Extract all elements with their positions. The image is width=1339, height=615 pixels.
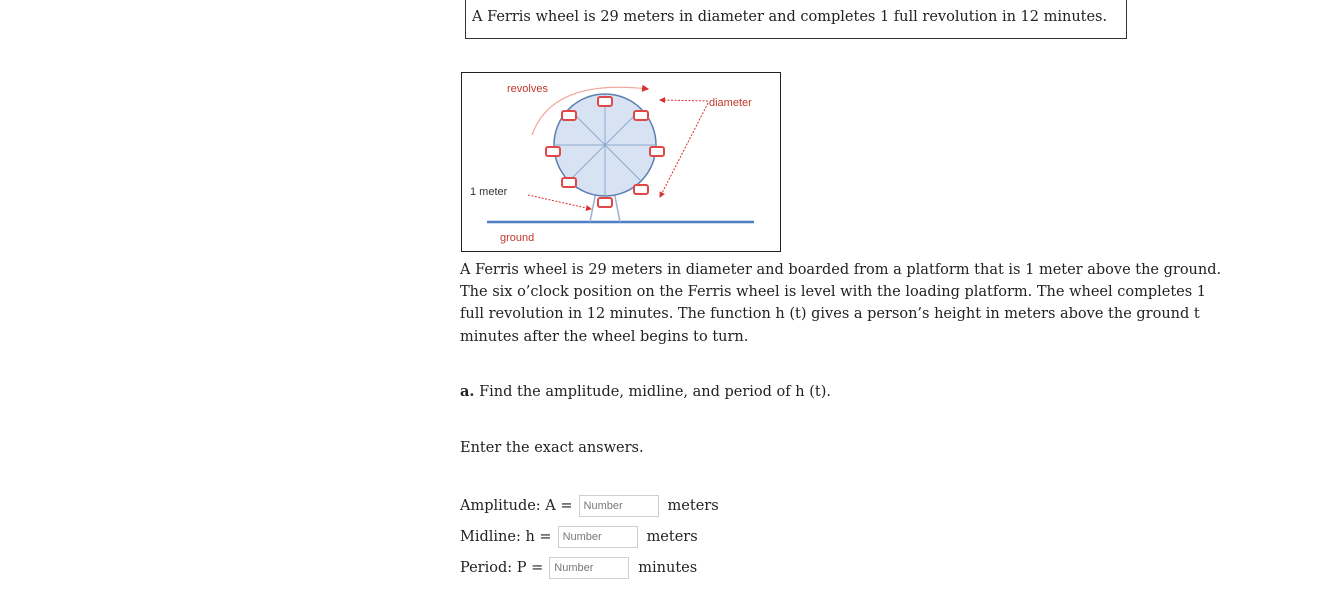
car bbox=[598, 198, 612, 207]
period-row bbox=[460, 556, 697, 580]
part-a-letter: a. bbox=[460, 383, 475, 400]
car bbox=[634, 185, 648, 194]
amplitude-input[interactable] bbox=[579, 495, 659, 517]
midline-label: Midline: h = bbox=[460, 529, 552, 545]
period-unit: minutes bbox=[638, 560, 698, 576]
car bbox=[634, 111, 648, 120]
problem-line: A Ferris wheel is 29 meters in diameter and boarded from a platform that is 1 meter above the ground. bbox=[460, 262, 1222, 278]
part-a-prompt: Find the amplitude, midline, and period of h (t). bbox=[479, 384, 831, 400]
diameter-label: diameter bbox=[709, 97, 752, 109]
midline-unit: meters bbox=[646, 529, 698, 545]
period-label: Period: P = bbox=[460, 560, 544, 576]
car bbox=[562, 111, 576, 120]
part-a-question bbox=[460, 383, 831, 400]
amplitude-row bbox=[460, 494, 719, 518]
ferris-wheel-figure bbox=[461, 72, 781, 252]
car bbox=[546, 147, 560, 156]
problem-line: minutes after the wheel begins to turn. bbox=[460, 328, 749, 345]
diameter-arrow-top bbox=[660, 100, 708, 101]
diameter-arrow-bottom bbox=[660, 103, 708, 197]
problem-description bbox=[460, 259, 1222, 348]
car bbox=[562, 178, 576, 187]
ferris-wheel-diagram bbox=[462, 73, 780, 251]
amplitude-unit: meters bbox=[667, 498, 719, 514]
car bbox=[650, 147, 664, 156]
amplitude-label: Amplitude: A = bbox=[460, 498, 573, 514]
one-meter-label: 1 meter bbox=[470, 186, 508, 198]
midline-input[interactable] bbox=[558, 526, 638, 548]
one-meter-arrow bbox=[528, 195, 591, 209]
problem-line: The six o’clock position on the Ferris wheel is level with the loading platform. The wheel completes 1 bbox=[460, 284, 1207, 301]
midline-row bbox=[460, 525, 698, 549]
problem-line: full revolution in 12 minutes. The function h (t) gives a person’s height in meters above the ground t bbox=[460, 306, 1200, 323]
car bbox=[598, 97, 612, 106]
problem-statement-text: A Ferris wheel is 29 meters in diameter and completes 1 full revolution in 12 minutes. bbox=[472, 9, 1108, 25]
ground-label: ground bbox=[500, 232, 535, 244]
problem-statement-box bbox=[465, 0, 1127, 39]
period-input[interactable] bbox=[549, 557, 629, 579]
revolves-label: revolves bbox=[507, 83, 548, 95]
instruction-text: Enter the exact answers. bbox=[460, 440, 644, 456]
